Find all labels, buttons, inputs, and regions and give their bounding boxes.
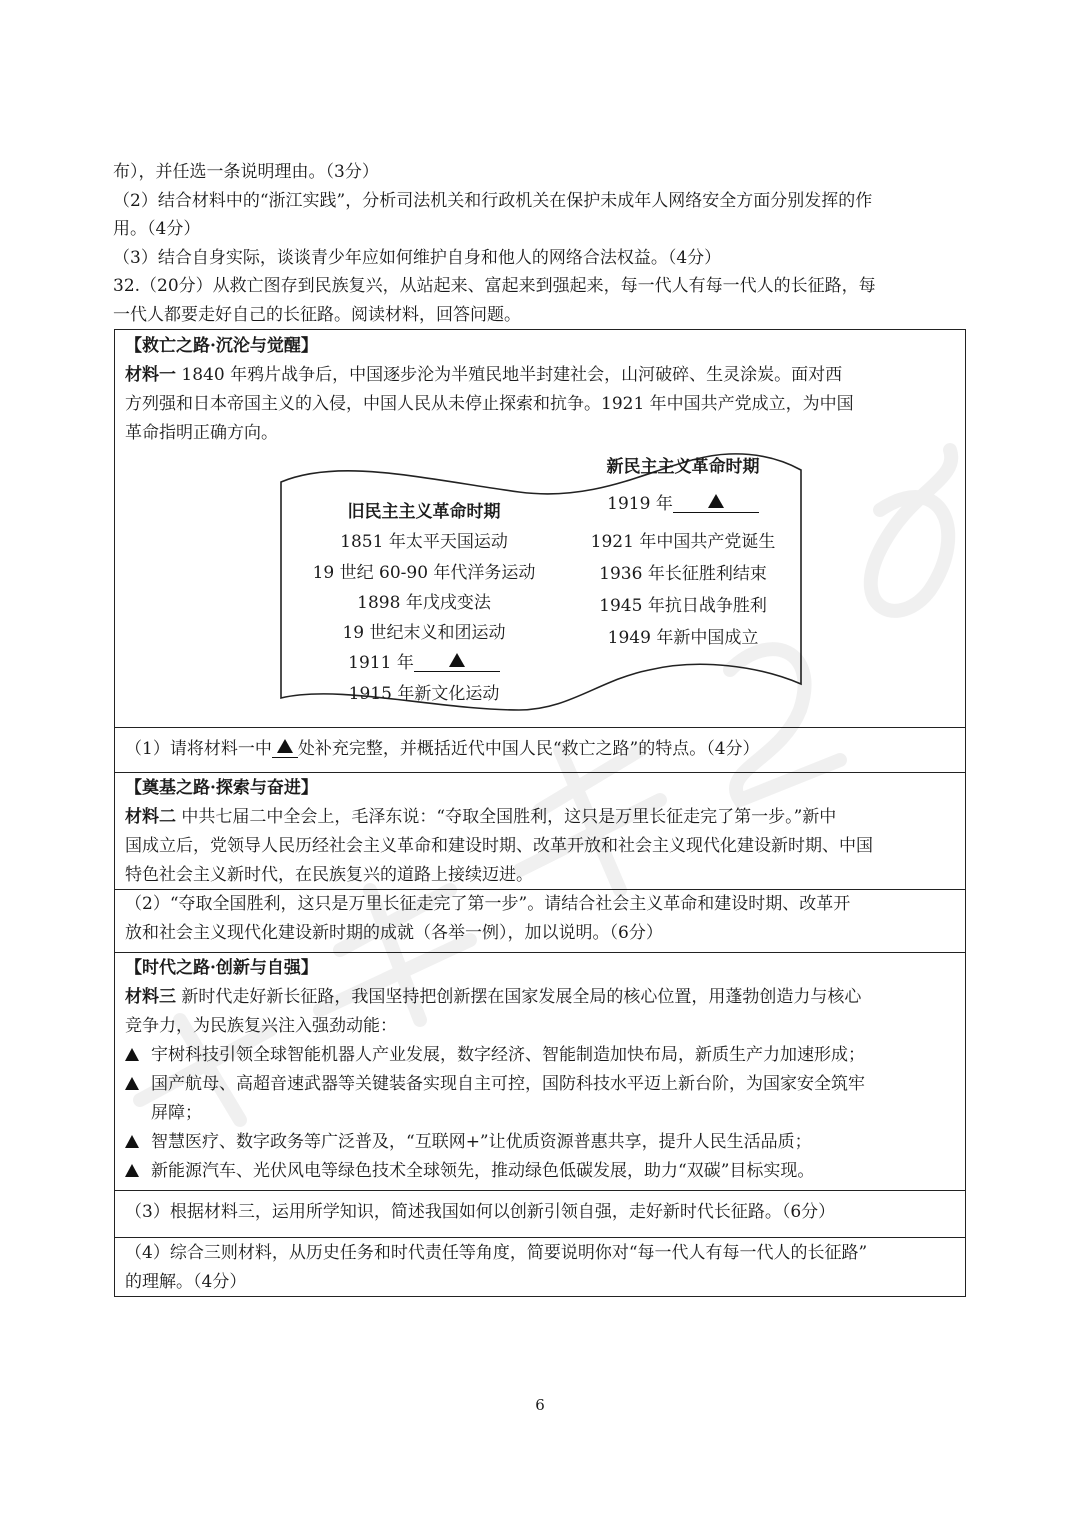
bullet-item-continued: 屏障； (151, 1103, 202, 1123)
page-number: 6 (535, 1396, 545, 1414)
material-3-text: 新时代走好新长征路，我国坚持把创新摆在国家发展全局的核心位置，用蓬勃创造力与核心 (176, 987, 862, 1007)
old-democratic-title: 旧民主主义革命时期 (347, 502, 501, 522)
material-3-text: 竞争力，为民族复兴注入强劲动能： (125, 1016, 397, 1036)
section-2 (115, 774, 965, 890)
question-1: （1）请将材料一中 处补充完整，并概括近代中国人民“救亡之路”的特点。（4分） (125, 739, 760, 759)
triangle-bullet-icon (125, 1048, 139, 1061)
timeline-item: 19 世纪末义和团运动 (342, 623, 506, 643)
timeline-item-blank: 1919 年 (575, 489, 791, 519)
bullet-item: 新能源汽车、光伏风电等绿色技术全球领先，推动绿色低碳发展，助力“双碳”目标实现。 (125, 1157, 955, 1186)
answer-blank (673, 492, 759, 513)
question-2: （2）“夺取全国胜利，这只是万里长征走完了第一步”。请结合社会主义革命和建设时期、改革开 放和社会主义现代化建设新时期的成就（各举一例），加以说明。（6分） (125, 894, 851, 943)
material-1-label: 材料一 (125, 365, 176, 385)
timeline-item: 1915 年新文化运动 (348, 684, 500, 704)
triangle-bullet-icon (125, 1135, 139, 1148)
text-line: 布），并任选一条说明理由。（3分） (113, 162, 379, 182)
triangle-icon (449, 653, 465, 667)
new-democratic-title: 新民主主义革命时期 (606, 457, 760, 477)
material-1-text: 革命指明正确方向。 (125, 423, 278, 443)
divider (115, 952, 965, 953)
material-1-text: 方列强和日本帝国主义的入侵，中国人民从未停止探索和抗争。1921 年中国共产党成立，为中国 (125, 394, 854, 414)
timeline-item: 1949 年新中国成立 (607, 628, 759, 648)
question-4: （4）综合三则材料，从历史任务和时代责任等角度，简要说明你对“每一代人有每一代人的长征路” 的理解。（4分） (125, 1243, 868, 1292)
material-2-label: 材料二 (125, 807, 176, 827)
triangle-bullet-icon (125, 1164, 139, 1177)
text-line: 用。（4分） (113, 219, 201, 239)
material-1-text: 1840 年鸦片战争后，中国逐步沦为半殖民地半封建社会，山河破碎、生灵涂炭。面对西 (176, 365, 843, 385)
divider (115, 1237, 965, 1238)
timeline-item: 1851 年太平天国运动 (340, 532, 508, 552)
text-line: （2）结合材料中的“浙江实践”，分析司法机关和行政机关在保护未成年人网络安全方面分别发挥的作 (113, 191, 873, 211)
timeline-item: 1921 年中国共产党诞生 (590, 532, 776, 552)
triangle-icon (708, 494, 724, 508)
triangle-bullet-icon (125, 1077, 139, 1090)
divider (115, 727, 965, 728)
section-3-heading: 【时代之路·创新与自强】 (125, 958, 318, 978)
divider (115, 772, 965, 773)
question-32-stem: 一代人都要走好自己的长征路。阅读材料，回答问题。 (113, 305, 521, 325)
text-line: （3）结合自身实际，谈谈青少年应如何维护自身和他人的网络合法权益。（4分） (113, 248, 722, 268)
divider (115, 1190, 965, 1191)
timeline-item: 1898 年戊戌变法 (357, 593, 491, 613)
material-2-text: 中共七届二中全会上，毛泽东说：“夺取全国胜利，这只是万里长征走完了第一步。”新中 (176, 807, 837, 827)
timeline-item: 1945 年抗日战争胜利 (599, 596, 767, 616)
section-3 (115, 954, 965, 1186)
section-2-heading: 【奠基之路·探索与奋进】 (125, 778, 318, 798)
material-3-label: 材料三 (125, 987, 176, 1007)
answer-blank (414, 651, 500, 672)
material-2-text: 国成立后，党领导人民历经社会主义革命和建设时期、改革开放和社会主义现代化建设新时期、中国 (125, 836, 873, 856)
bullet-item: 国产航母、高超音速武器等关键装备实现自主可控，国防科技水平迈上新台阶，为国家安全筑牢 (125, 1070, 955, 1099)
section-1 (115, 332, 965, 448)
timeline-item: 1936 年长征胜利结束 (599, 564, 767, 584)
material-2-text: 特色社会主义新时代，在民族复兴的道路上接续迈进。 (125, 865, 533, 885)
answer-blank (272, 737, 298, 758)
question-32-stem: 32.（20分）从救亡图存到民族复兴，从站起来、富起来到强起来，每一代人有每一代人的长征路，每 (113, 276, 876, 296)
bullet-item: 宇树科技引领全球智能机器人产业发展，数字经济、智能制造加快布局，新质生产力加速形成； (125, 1041, 955, 1070)
timeline-item: 19 世纪 60-90 年代洋务运动 (312, 563, 536, 583)
triangle-icon (277, 739, 293, 753)
section-1-heading: 【救亡之路·沉沦与觉醒】 (125, 336, 318, 356)
bullet-item: 智慧医疗、数字政务等广泛普及，“互联网+”让优质资源普惠共享，提升人民生活品质； (125, 1128, 955, 1157)
timeline-item-blank: 1911 年 (295, 648, 553, 678)
material-box (114, 329, 966, 1297)
question-3: （3）根据材料三，运用所学知识，简述我国如何以创新引领自强，走好新时代长征路。（6分） (125, 1202, 836, 1222)
